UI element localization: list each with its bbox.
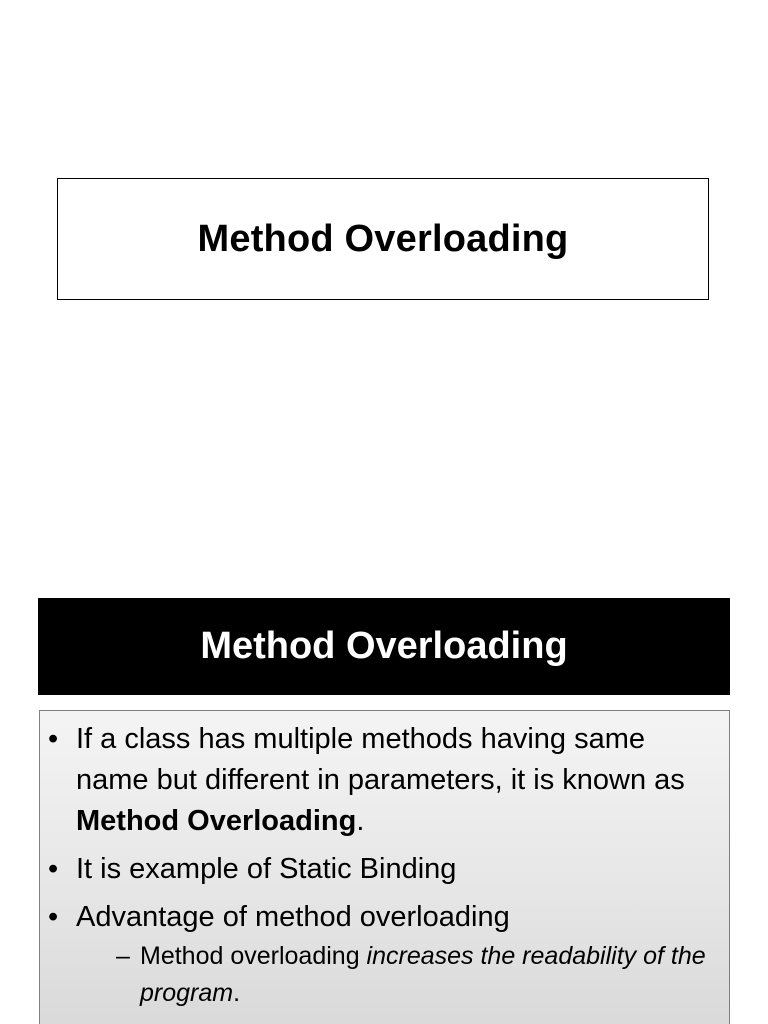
slide1-title: Method Overloading (197, 217, 569, 260)
bullet-list (46, 719, 713, 1012)
slide2-content-box (39, 710, 730, 1024)
bullet-text-end: . (356, 805, 365, 837)
bullet-item (46, 849, 713, 890)
slide2-title-bar (38, 598, 730, 695)
bullet-text: Advantage of method overloading (76, 901, 510, 933)
bullet-item (46, 719, 713, 842)
sub-bullet-text-end: . (233, 979, 241, 1007)
dash-icon: – (116, 942, 130, 970)
slide1-title-box (57, 178, 709, 300)
sub-bullet-item (76, 938, 713, 1012)
bullet-icon: • (48, 723, 59, 755)
bullet-text: If a class has multiple methods having same name but different in parameters, it is known as (76, 723, 685, 796)
sub-bullet-text: Method overloading (140, 942, 367, 970)
bullet-bold-text: Method Overloading (76, 805, 357, 837)
bullet-item (46, 897, 713, 1012)
slide2-title: Method Overloading (200, 625, 568, 667)
bullet-icon: • (48, 853, 59, 885)
bullet-text: It is example of Static Binding (76, 853, 457, 885)
sub-bullet-list (76, 938, 713, 1012)
bullet-icon: • (48, 901, 59, 933)
sub-bullet-italic-text: increases the readability of the program (140, 942, 706, 1007)
